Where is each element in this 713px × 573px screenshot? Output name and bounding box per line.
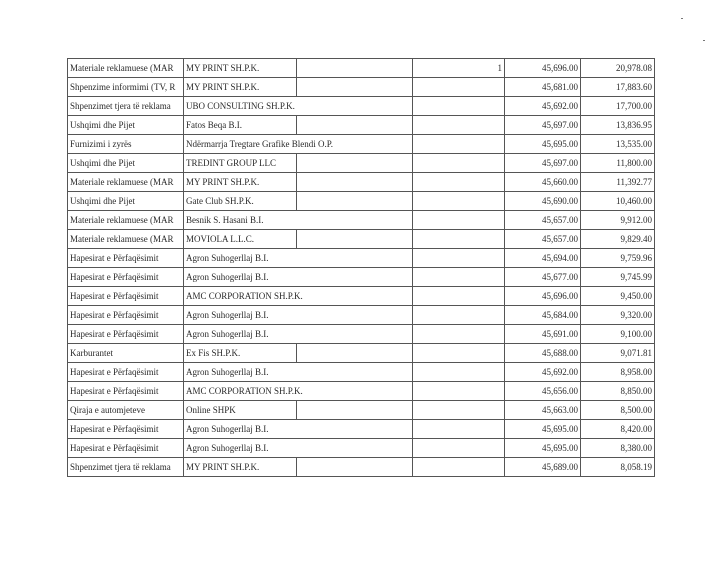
date-cell: 45,660.00 xyxy=(505,173,581,192)
category-cell: Ushqimi dhe Pijet xyxy=(68,116,184,135)
table-row xyxy=(68,439,655,458)
empty-cell xyxy=(297,78,413,97)
amount-cell: 9,759.96 xyxy=(581,249,655,268)
date-cell: 45,696.00 xyxy=(505,287,581,306)
amount-cell: 9,829.40 xyxy=(581,230,655,249)
amount-cell: 10,460.00 xyxy=(581,192,655,211)
table-row xyxy=(68,344,655,363)
empty-cell xyxy=(297,59,413,78)
date-cell: 45,663.00 xyxy=(505,401,581,420)
mark-cell xyxy=(413,78,505,97)
mark-cell xyxy=(413,211,505,230)
category-cell: Hapesirat e Përfaqësimit xyxy=(68,268,184,287)
supplier-cell: Gate Club SH.P.K. xyxy=(184,192,297,211)
table-row xyxy=(68,382,655,401)
table-row xyxy=(68,230,655,249)
mark-cell xyxy=(413,363,505,382)
empty-cell xyxy=(297,192,413,211)
empty-cell xyxy=(297,401,413,420)
date-cell: 45,691.00 xyxy=(505,325,581,344)
category-cell: Ushqimi dhe Pijet xyxy=(68,154,184,173)
table-row xyxy=(68,268,655,287)
mark-cell xyxy=(413,306,505,325)
scan-speck xyxy=(681,18,683,19)
date-cell: 45,689.00 xyxy=(505,458,581,477)
amount-cell: 8,058.19 xyxy=(581,458,655,477)
supplier-cell: Agron Suhogerllaj B.I. xyxy=(184,306,297,325)
category-cell: Materiale reklamuese (MAR xyxy=(68,59,184,78)
date-cell: 45,694.00 xyxy=(505,249,581,268)
mark-cell xyxy=(413,173,505,192)
amount-cell: 9,912.00 xyxy=(581,211,655,230)
category-cell: Hapesirat e Përfaqësimit xyxy=(68,420,184,439)
date-cell: 45,657.00 xyxy=(505,211,581,230)
table-row xyxy=(68,78,655,97)
category-cell: Materiale reklamuese (MAR xyxy=(68,230,184,249)
supplier-cell: MY PRINT SH.P.K. xyxy=(184,59,297,78)
empty-cell xyxy=(297,211,413,230)
table-row xyxy=(68,249,655,268)
table-row xyxy=(68,363,655,382)
mark-cell xyxy=(413,97,505,116)
category-cell: Materiale reklamuese (MAR xyxy=(68,173,184,192)
mark-cell xyxy=(413,268,505,287)
amount-cell: 17,700.00 xyxy=(581,97,655,116)
empty-cell xyxy=(297,230,413,249)
supplier-cell: AMC CORPORATION SH.P.K. xyxy=(184,287,297,306)
amount-cell: 8,500.00 xyxy=(581,401,655,420)
category-cell: Hapesirat e Përfaqësimit xyxy=(68,363,184,382)
amount-cell: 9,320.00 xyxy=(581,306,655,325)
supplier-cell: Ndërmarrja Tregtare Grafike Blendi O.P. xyxy=(184,135,297,154)
expense-table-body xyxy=(68,59,655,477)
date-cell: 45,657.00 xyxy=(505,230,581,249)
date-cell: 45,690.00 xyxy=(505,192,581,211)
date-cell: 45,684.00 xyxy=(505,306,581,325)
table-row xyxy=(68,325,655,344)
amount-cell: 9,450.00 xyxy=(581,287,655,306)
amount-cell: 8,958.00 xyxy=(581,363,655,382)
date-cell: 45,695.00 xyxy=(505,420,581,439)
amount-cell: 17,883.60 xyxy=(581,78,655,97)
empty-cell xyxy=(297,325,413,344)
category-cell: Karburantet xyxy=(68,344,184,363)
empty-cell xyxy=(297,116,413,135)
supplier-cell: Online SHPK xyxy=(184,401,297,420)
mark-cell: 1 xyxy=(413,59,505,78)
table-row xyxy=(68,116,655,135)
supplier-cell: Agron Suhogerllaj B.I. xyxy=(184,325,297,344)
mark-cell xyxy=(413,230,505,249)
date-cell: 45,696.00 xyxy=(505,59,581,78)
table-row xyxy=(68,192,655,211)
supplier-cell: Fatos Beqa B.I. xyxy=(184,116,297,135)
supplier-cell: Ex Fis SH.P.K. xyxy=(184,344,297,363)
amount-cell: 9,071.81 xyxy=(581,344,655,363)
empty-cell xyxy=(297,287,413,306)
empty-cell xyxy=(297,173,413,192)
mark-cell xyxy=(413,116,505,135)
supplier-cell: Agron Suhogerllaj B.I. xyxy=(184,420,297,439)
mark-cell xyxy=(413,344,505,363)
supplier-cell: Agron Suhogerllaj B.I. xyxy=(184,268,297,287)
table-row xyxy=(68,401,655,420)
category-cell: Qiraja e automjeteve xyxy=(68,401,184,420)
empty-cell xyxy=(297,249,413,268)
empty-cell xyxy=(297,458,413,477)
table-row xyxy=(68,211,655,230)
category-cell: Shpenzime informimi (TV, R xyxy=(68,78,184,97)
empty-cell xyxy=(297,439,413,458)
empty-cell xyxy=(297,154,413,173)
supplier-cell: UBO CONSULTING SH.P.K. xyxy=(184,97,297,116)
date-cell: 45,692.00 xyxy=(505,97,581,116)
category-cell: Hapesirat e Përfaqësimit xyxy=(68,382,184,401)
table-row xyxy=(68,420,655,439)
mark-cell xyxy=(413,154,505,173)
table-row xyxy=(68,306,655,325)
supplier-cell: MY PRINT SH.P.K. xyxy=(184,78,297,97)
mark-cell xyxy=(413,420,505,439)
category-cell: Hapesirat e Përfaqësimit xyxy=(68,249,184,268)
supplier-cell: TREDINT GROUP LLC xyxy=(184,154,297,173)
supplier-cell: Agron Suhogerllaj B.I. xyxy=(184,363,297,382)
date-cell: 45,656.00 xyxy=(505,382,581,401)
expense-table xyxy=(67,58,655,477)
table-row xyxy=(68,135,655,154)
empty-cell xyxy=(297,97,413,116)
mark-cell xyxy=(413,401,505,420)
date-cell: 45,695.00 xyxy=(505,439,581,458)
category-cell: Furnizimi i zyrës xyxy=(68,135,184,154)
empty-cell xyxy=(297,344,413,363)
table-row xyxy=(68,59,655,78)
mark-cell xyxy=(413,287,505,306)
supplier-cell: MOVIOLA L.L.C. xyxy=(184,230,297,249)
amount-cell: 20,978.08 xyxy=(581,59,655,78)
category-cell: Hapesirat e Përfaqësimit xyxy=(68,325,184,344)
amount-cell: 9,745.99 xyxy=(581,268,655,287)
empty-cell xyxy=(297,420,413,439)
empty-cell xyxy=(297,363,413,382)
amount-cell: 11,800.00 xyxy=(581,154,655,173)
supplier-cell: AMC CORPORATION SH.P.K. xyxy=(184,382,297,401)
supplier-cell: Agron Suhogerllaj B.I. xyxy=(184,439,297,458)
category-cell: Shpenzimet tjera të reklama xyxy=(68,458,184,477)
amount-cell: 13,836.95 xyxy=(581,116,655,135)
mark-cell xyxy=(413,325,505,344)
category-cell: Ushqimi dhe Pijet xyxy=(68,192,184,211)
empty-cell xyxy=(297,306,413,325)
empty-cell xyxy=(297,382,413,401)
amount-cell: 11,392.77 xyxy=(581,173,655,192)
mark-cell xyxy=(413,192,505,211)
amount-cell: 8,380.00 xyxy=(581,439,655,458)
date-cell: 45,697.00 xyxy=(505,116,581,135)
empty-cell xyxy=(297,268,413,287)
category-cell: Shpenzimet tjera të reklama xyxy=(68,97,184,116)
date-cell: 45,688.00 xyxy=(505,344,581,363)
mark-cell xyxy=(413,382,505,401)
date-cell: 45,695.00 xyxy=(505,135,581,154)
scan-speck xyxy=(703,40,705,41)
date-cell: 45,692.00 xyxy=(505,363,581,382)
supplier-cell: Agron Suhogerllaj B.I. xyxy=(184,249,297,268)
supplier-cell: MY PRINT SH.P.K. xyxy=(184,458,297,477)
supplier-cell: MY PRINT SH.P.K. xyxy=(184,173,297,192)
mark-cell xyxy=(413,458,505,477)
category-cell: Hapesirat e Përfaqësimit xyxy=(68,306,184,325)
amount-cell: 13,535.00 xyxy=(581,135,655,154)
table-row xyxy=(68,154,655,173)
date-cell: 45,681.00 xyxy=(505,78,581,97)
date-cell: 45,677.00 xyxy=(505,268,581,287)
category-cell: Hapesirat e Përfaqësimit xyxy=(68,439,184,458)
date-cell: 45,697.00 xyxy=(505,154,581,173)
table-row xyxy=(68,97,655,116)
category-cell: Materiale reklamuese (MAR xyxy=(68,211,184,230)
amount-cell: 8,850.00 xyxy=(581,382,655,401)
supplier-cell: Besnik S. Hasani B.I. xyxy=(184,211,297,230)
mark-cell xyxy=(413,249,505,268)
table-row xyxy=(68,287,655,306)
amount-cell: 9,100.00 xyxy=(581,325,655,344)
mark-cell xyxy=(413,135,505,154)
mark-cell xyxy=(413,439,505,458)
category-cell: Hapesirat e Përfaqësimit xyxy=(68,287,184,306)
table-row xyxy=(68,458,655,477)
table-row xyxy=(68,173,655,192)
amount-cell: 8,420.00 xyxy=(581,420,655,439)
